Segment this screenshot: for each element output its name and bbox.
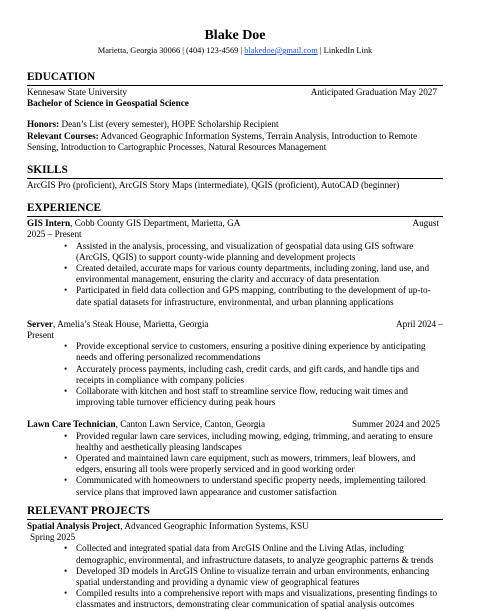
project-entry	[27, 521, 443, 611]
list-item: • Provide exceptional service to customers, ensuring a positive dining experience by anticipating needs and offering personalized recommendations	[64, 341, 426, 363]
list-item: • Operated and maintained lawn care equipment, such as mowers, trimmers, leaf blowers, and edgers, ensuring all tools were properly serviced and in good working order	[64, 453, 416, 475]
job-bullets	[27, 341, 443, 408]
list-item: • Developed 3D models in ArcGIS Online to visualize terrain and urban environments, enhancing spatial understanding and providing a dynamic view of geographical features	[64, 565, 430, 587]
job-entry	[27, 218, 443, 308]
job-org: , Amelia’s Steak House, Marietta, Georgia	[53, 318, 209, 329]
project-name: Spatial Analysis Project	[27, 520, 121, 531]
job-role: Lawn Care Technician	[27, 419, 116, 430]
experience-heading: EXPERIENCE	[27, 202, 443, 217]
school-name: Kennesaw State University	[27, 87, 128, 97]
courses-line	[27, 131, 443, 153]
project-org: , Advanced Geographic Information Systems, KSU	[120, 520, 309, 531]
job-entry	[27, 319, 443, 409]
job-date: April 2024 –	[396, 318, 443, 329]
project-header	[27, 521, 443, 532]
courses-text: Advanced Geographic Information Systems, Terrain Analysis, Introduction to Remote Sensing, Introduction to Cartographic Processes, Natural Resources Management	[27, 130, 418, 152]
contact-line	[27, 45, 443, 57]
honors-label: Honors:	[27, 119, 60, 130]
list-item: • Collaborate with kitchen and host staff to streamline service flow, reducing wait times and improving table turnover efficiency during peak hours	[64, 386, 408, 408]
list-item: • Collected and integrated spatial data from ArcGIS Online and the Living Atlas, including demographic, environmental, and infrastructure datasets, to analyze geographic patterns & trends	[64, 543, 434, 565]
candidate-name: Blake Doe	[204, 28, 266, 43]
contact-suffix: | LinkedIn Link	[317, 46, 373, 55]
job-org: , Canton Lawn Service, Canton, Georgia	[115, 419, 266, 430]
list-item: • Created detailed, accurate maps for various county departments, including zoning, land use, and environmental management, ensuring the clarity and accuracy of data presentation	[64, 263, 430, 285]
list-item: • Accurately process payments, including cash, credit cards, and gift cards, and handle tips and receipts in compliance with company policies	[64, 363, 420, 385]
contact-prefix: Marietta, Georgia 30066 | (404) 123-4569 |	[97, 46, 245, 55]
project-date: Spring 2025	[30, 532, 76, 543]
honors-line	[27, 119, 443, 130]
email-link[interactable]: blakedoe@gmail.com	[244, 46, 318, 55]
education-school-row	[27, 87, 443, 98]
list-item: • Provided regular lawn care services, including mowing, edging, trimming, and aerating to ensure healthy and aesthetically pleasing landscapes	[64, 430, 433, 452]
job-header	[27, 218, 443, 229]
skills-heading: SKILLS	[27, 164, 443, 179]
courses-label: Relevant Courses:	[27, 130, 99, 141]
job-bullets	[27, 241, 443, 308]
projects-heading: RELEVANT PROJECTS	[27, 505, 443, 520]
list-item: • Communicated with homeowners to understand specific property needs, implementing tailored service plans that improved lawn appearance and customer satisfaction	[64, 475, 426, 497]
job-header	[27, 319, 443, 330]
job-date: Summer 2024 and 2025	[351, 419, 440, 430]
graduation-date: Anticipated Graduation May 2027	[310, 87, 437, 97]
job-role: GIS Intern	[27, 218, 71, 229]
job-org: , Cobb County GIS Department, Marietta, GA	[70, 218, 241, 229]
job-date: August	[412, 218, 439, 229]
job-date-wrap: 2025 – Present	[27, 229, 82, 240]
project-bullets	[27, 543, 443, 610]
job-date-wrap: Present	[27, 330, 55, 341]
list-item: • Compiled results into a comprehensive report with maps and visualizations, presenting findings to classmates and instructors, demonstrating clear communication of spatial analysis outcomes	[64, 588, 438, 610]
skills-text: ArcGIS Pro (proficient), ArcGIS Story Maps (intermediate), QGIS (proficient), AutoCAD (beginner)	[27, 180, 400, 191]
job-bullets	[27, 431, 443, 498]
job-entry	[27, 419, 443, 497]
job-role: Server	[27, 318, 54, 329]
degree: Bachelor of Science in Geospatial Science	[27, 98, 189, 109]
list-item: • Participated in field data collection and GPS mapping, contributing to the development of up-to-date spatial datasets for infrastructure, environmental, and urban planning applications	[64, 285, 431, 307]
education-heading: EDUCATION	[27, 71, 443, 86]
honors-text: Dean’s List (every semester), HOPE Scholarship Recipient	[59, 119, 279, 130]
job-header	[27, 419, 443, 430]
list-item: • Assisted in the analysis, processing, and visualization of geospatial data using GIS software (ArcGIS, QGIS) to support county-wide planning and development projects	[64, 240, 414, 262]
